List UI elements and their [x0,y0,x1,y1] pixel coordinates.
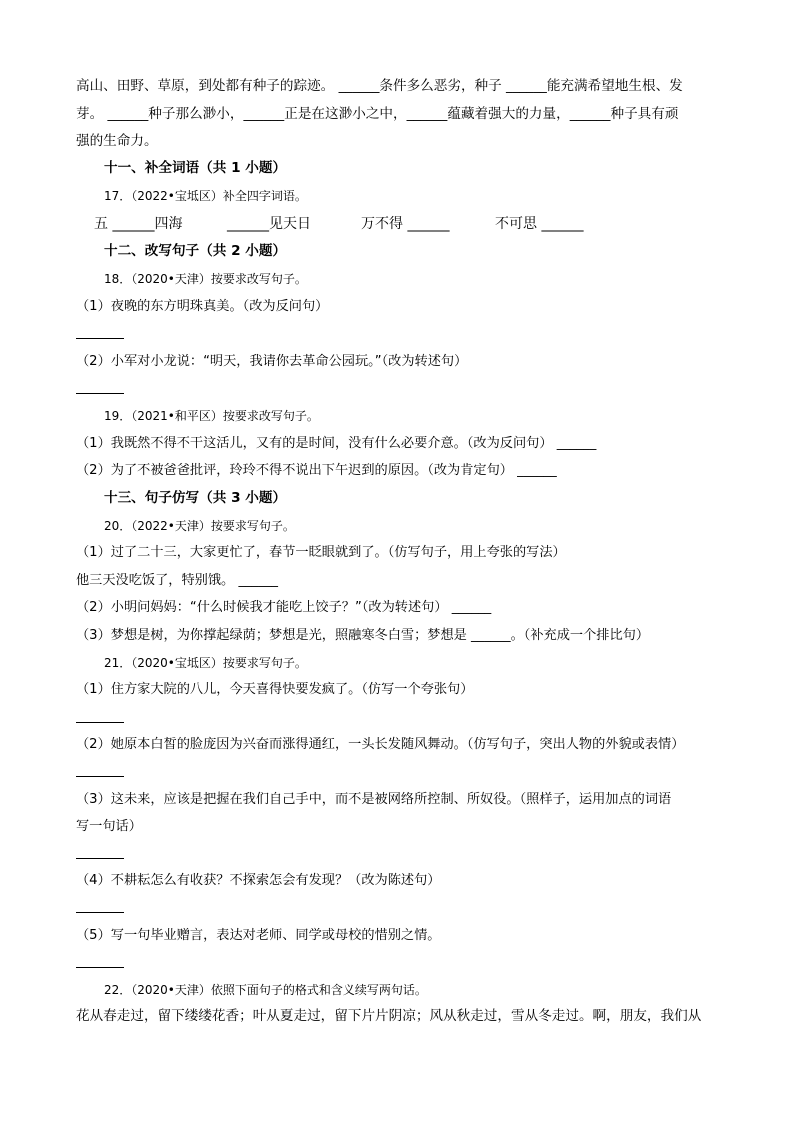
q17-word-1: 五 ______四海 [94,216,183,232]
q20-part-1: （1）过了二十三，大家更忙了，春节一眨眼就到了。（仿写句子，用上夸张的写法） [76,545,566,560]
q18-part-2-answer-line [76,393,124,394]
q17-word-4: 不可思 ______ [495,216,584,232]
q17-stem: 17．（2022•宝坻区）补全四字词语。 [104,189,307,203]
q21-part-2: （2）她原本白皙的脸庞因为兴奋而涨得通红，一头长发随风舞动。（仿写句子，突出人物的外貌或表情） [76,737,685,752]
q22-stem: 22．（2020•天津）依照下面句子的格式和含义续写两句话。 [104,983,427,997]
q18-part-2: （2）小军对小龙说：“明天，我请你去革命公园玩。”（改为转述句） [76,354,468,369]
q19-part-2: （2）为了不被爸爸批评，玲玲不得不说出下午迟到的原因。（改为肯定句） ______ [76,463,557,478]
q19-stem: 19．（2021•和平区）按要求改写句子。 [104,409,319,423]
q20-part-3: （3）梦想是树，为你撑起绿荫；梦想是光，照融寒冬白雪；梦想是 ______。（补充成一个排比句） [76,628,650,643]
q21-part-3-line-2: 写一句话） [76,819,142,834]
q21-part-5: （5）写一句毕业赠言，表达对老师、同学或母校的惜别之情。 [76,928,441,943]
q17-word-2: ______见天日 [227,216,311,232]
passage-line-1: 高山、田野、草原，到处都有种子的踪迹。 ______条件多么恶劣，种子 ______能充满希望地生根、发 [76,78,683,94]
q21-part-2-answer-line [76,776,124,777]
section-13-title: 十三、句子仿写（共 3 小题） [104,490,287,506]
q21-part-3-line-1: （3）这未来，应该是把握在我们自己手中，而不是被网络所控制、所奴役。（照样子，运用加点的词语 [76,792,672,807]
q19-part-1: （1）我既然不得不干这活儿，又有的是时间，没有什么必要介意。（改为反问句） ______ [76,436,597,451]
q20-part-1-example: 他三天没吃饭了，特别饿。 ______ [76,573,279,588]
q21-stem: 21．（2020•宝坻区）按要求写句子。 [104,656,307,670]
q21-part-1: （1）住方家大院的八儿，今天喜得快要发疯了。（仿写一个夸张句） [76,682,474,697]
q22-text: 花从春走过，留下缕缕花香；叶从夏走过，留下片片阴凉；风从秋走过，雪从冬走过。啊，朋友，我们从 [76,1008,702,1024]
q21-part-1-answer-line [76,722,124,723]
passage-line-3: 强的生命力。 [76,133,158,149]
q18-stem: 18．（2020•天津）按要求改写句子。 [104,272,307,286]
q20-stem: 20．（2022•天津）按要求写句子。 [104,519,295,533]
section-11-title: 十一、补全词语（共 1 小题） [104,160,287,176]
passage-line-2: 芽。 ______种子那么渺小，______正是在这渺小之中，______蕴藏着强大的力量，______种子具有顽 [76,106,679,122]
q21-part-4-answer-line [76,912,124,913]
q17-word-list [0,213,794,235]
q18-part-1-answer-line [76,338,124,339]
q17-word-3: 万不得 ______ [361,216,450,232]
q21-part-4: （4）不耕耘怎么有收获？不探索怎会有发现？（改为陈述句） [76,873,441,888]
q21-part-3-answer-line [76,858,124,859]
q20-part-2: （2）小明问妈妈：“什么时候我才能吃上饺子？”（改为转述句） ______ [76,600,492,615]
q21-part-5-answer-line [76,967,124,968]
section-12-title: 十二、改写句子（共 2 小题） [104,243,287,259]
q18-part-1: （1）夜晚的东方明珠真美。（改为反问句） [76,299,329,314]
